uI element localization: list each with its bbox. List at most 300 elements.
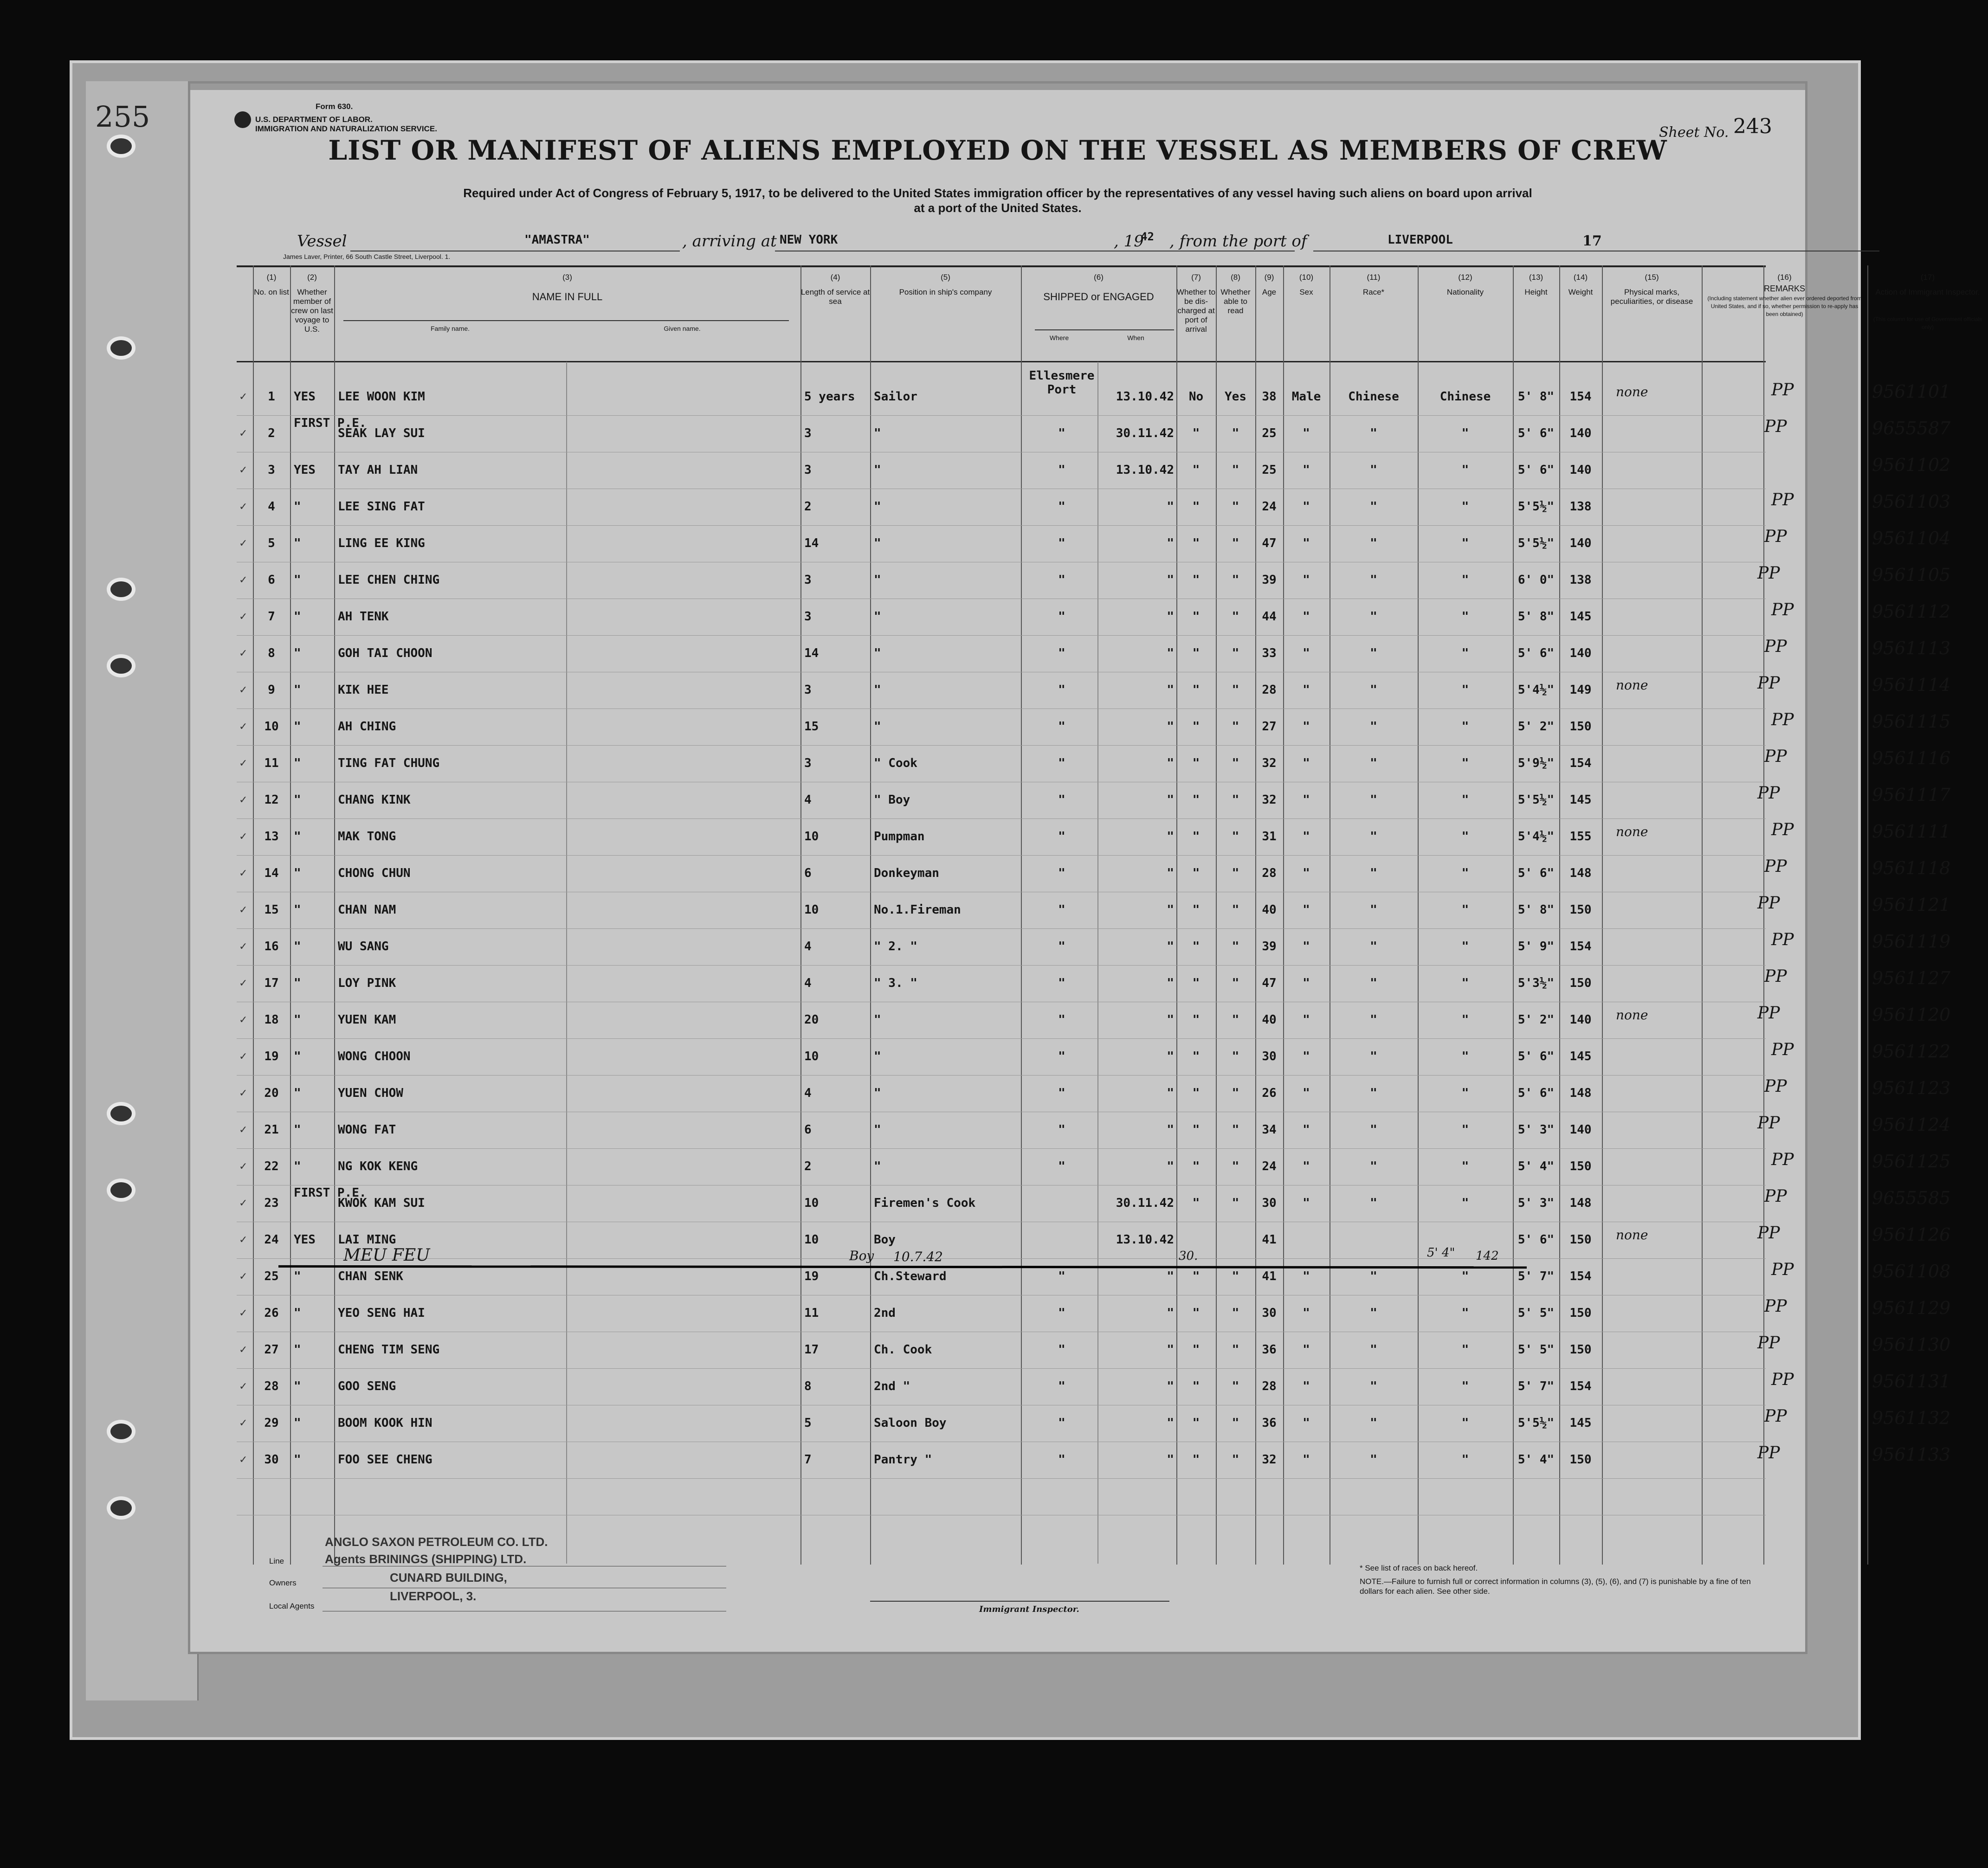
cell-service: 10 bbox=[804, 1050, 819, 1063]
cell-action: 9561126 bbox=[1872, 1224, 1951, 1245]
column-number: (7) bbox=[1191, 273, 1201, 282]
cell-no: 14 bbox=[264, 866, 279, 880]
row-rule bbox=[237, 855, 1766, 856]
cell-age: 41 bbox=[1262, 1269, 1277, 1283]
cell-age: 32 bbox=[1262, 756, 1277, 770]
column-header-label: Whether able to read bbox=[1220, 288, 1251, 315]
cell-weight: 145 bbox=[1569, 793, 1592, 807]
row-rule bbox=[237, 928, 1766, 929]
column-header-label: NAME IN FULL bbox=[532, 291, 603, 303]
cell-where: " bbox=[1058, 573, 1065, 587]
cell-service: 11 bbox=[804, 1306, 819, 1320]
cell-marks: none bbox=[1616, 1227, 1648, 1243]
cell-no: 24 bbox=[264, 1233, 279, 1247]
column-header-label: Race* bbox=[1362, 288, 1385, 296]
cell-nationality: " bbox=[1461, 1379, 1469, 1393]
cell-when: " bbox=[1167, 830, 1174, 844]
cell-marks: none bbox=[1616, 384, 1648, 399]
cell-height: 5'4½" bbox=[1517, 683, 1555, 697]
cell-service: 3 bbox=[804, 683, 812, 697]
from-label: , from the port of bbox=[1169, 232, 1307, 251]
cell-sex: " bbox=[1303, 646, 1310, 660]
cell-weight: 148 bbox=[1569, 1196, 1592, 1210]
cell-action: 9561127 bbox=[1872, 968, 1951, 988]
cell-race: " bbox=[1370, 756, 1377, 770]
cell-name: WU SANG bbox=[338, 940, 389, 953]
cell-no: 4 bbox=[268, 500, 275, 514]
cell-sex: " bbox=[1303, 1306, 1310, 1320]
column-number: (12) bbox=[1458, 273, 1472, 282]
cell-age: 30 bbox=[1262, 1196, 1277, 1210]
cell-read: " bbox=[1232, 1416, 1239, 1430]
cell-when: " bbox=[1167, 500, 1174, 514]
column-header-label: Position in ship's company bbox=[899, 288, 992, 296]
cell-remarks: PP bbox=[1771, 820, 1794, 839]
cell-prev: " bbox=[294, 1379, 301, 1393]
cell-where: " bbox=[1058, 940, 1065, 953]
column-rule bbox=[1021, 265, 1022, 1565]
cell-where: " bbox=[1058, 1416, 1065, 1430]
cell-position: " bbox=[874, 573, 881, 587]
vessel-name: "AMASTRA" bbox=[524, 233, 590, 247]
cell-weight: 150 bbox=[1569, 1343, 1592, 1357]
cell-where: " bbox=[1058, 1269, 1065, 1283]
column-rule bbox=[1283, 265, 1284, 1565]
cell-discharged: " bbox=[1192, 1159, 1200, 1173]
cell-read: " bbox=[1232, 976, 1239, 990]
printer-credit: James Laver, Printer, 66 South Castle Street, Liverpool. 1. bbox=[283, 253, 451, 260]
cell-where: " bbox=[1058, 646, 1065, 660]
cell-action: 9561115 bbox=[1872, 711, 1951, 732]
cell-age: 36 bbox=[1262, 1416, 1277, 1430]
cell-position: " bbox=[874, 683, 881, 697]
cell-service: 7 bbox=[804, 1453, 812, 1467]
binder-strip bbox=[86, 81, 199, 1701]
agents-label: Local Agents bbox=[269, 1602, 315, 1610]
cell-height: 5' 8" bbox=[1517, 903, 1555, 917]
cell-prev: " bbox=[294, 1269, 301, 1283]
cell-action: 9561118 bbox=[1872, 858, 1951, 878]
cell-no: 1 bbox=[268, 390, 275, 404]
cell-service: 6 bbox=[804, 1123, 812, 1137]
cell-no: 8 bbox=[268, 646, 275, 660]
cell-remarks: PP bbox=[1771, 490, 1794, 509]
cell-sex: Male bbox=[1291, 390, 1321, 404]
cell-action: 9561120 bbox=[1872, 1005, 1951, 1025]
column-rule bbox=[1216, 265, 1217, 1565]
cell-read: " bbox=[1232, 573, 1239, 587]
cell-weight: 154 bbox=[1569, 940, 1592, 953]
cell-position: Ch.Steward bbox=[874, 1269, 947, 1283]
cell-where: " bbox=[1058, 756, 1065, 770]
cell-when: " bbox=[1167, 646, 1174, 660]
cell-race: " bbox=[1370, 1306, 1377, 1320]
cell-position: " bbox=[874, 610, 881, 624]
column-rule bbox=[1867, 265, 1868, 1565]
cell-nationality: " bbox=[1461, 1453, 1469, 1467]
cell-weight: 150 bbox=[1569, 1453, 1592, 1467]
cell-prev: " bbox=[294, 793, 301, 807]
cell-when: " bbox=[1167, 1343, 1174, 1357]
cell-name: NG KOK KENG bbox=[338, 1159, 418, 1173]
cell-sex: " bbox=[1303, 1269, 1310, 1283]
footnote-races: * See list of races on back hereof. bbox=[1360, 1564, 1478, 1572]
check-mark: ✓ bbox=[239, 1197, 248, 1209]
cell-weight: 140 bbox=[1569, 426, 1592, 440]
cell-nationality: " bbox=[1461, 1196, 1469, 1210]
cell-sex: " bbox=[1303, 500, 1310, 514]
cell-nationality: " bbox=[1461, 830, 1469, 844]
seal-icon bbox=[234, 111, 251, 128]
column-header-label: Physical marks, peculiarities, or disease bbox=[1610, 288, 1693, 306]
cell-race: " bbox=[1370, 940, 1377, 953]
cell-when: " bbox=[1167, 1269, 1174, 1283]
cell-nationality: " bbox=[1461, 536, 1469, 550]
cell-age: 24 bbox=[1262, 1159, 1277, 1173]
arriving-port: NEW YORK bbox=[780, 233, 838, 247]
cell-marks: none bbox=[1616, 1007, 1648, 1023]
cell-age: 28 bbox=[1262, 683, 1277, 697]
cell-no: 18 bbox=[264, 1013, 279, 1027]
cell-nationality: " bbox=[1461, 1416, 1469, 1430]
cell-sex: " bbox=[1303, 426, 1310, 440]
cell-read: " bbox=[1232, 426, 1239, 440]
cell-service: 3 bbox=[804, 426, 812, 440]
cell-name: MAK TONG bbox=[338, 830, 396, 844]
cell-action: 9561129 bbox=[1872, 1298, 1951, 1318]
cell-where: " bbox=[1058, 1050, 1065, 1063]
cell-position: " bbox=[874, 536, 881, 550]
row-rule bbox=[237, 818, 1766, 819]
cell-name: WONG FAT bbox=[338, 1123, 396, 1137]
cell-name: WONG CHOON bbox=[338, 1050, 411, 1063]
cell-weight: 149 bbox=[1569, 683, 1592, 697]
cell-action: 9561122 bbox=[1872, 1041, 1951, 1062]
cell-height: 5' 6" bbox=[1517, 646, 1555, 660]
column-header-label: Whether to be dis- charged at port of arrival bbox=[1176, 288, 1216, 334]
cell-service: 3 bbox=[804, 610, 812, 624]
cell-nationality: " bbox=[1461, 500, 1469, 514]
cell-name: LAI MING bbox=[338, 1233, 396, 1247]
cell-action: 9561125 bbox=[1872, 1151, 1951, 1172]
amended-height: 5' 4" bbox=[1427, 1246, 1455, 1260]
cell-remarks: PP bbox=[1764, 637, 1787, 656]
column-header-label: Sex bbox=[1299, 288, 1313, 296]
subtitle-line-1: Required under Act of Congress of February 5, 1917, to be delivered to the United States immigration officer by the representatives of any vessel having such aliens on board upon arrival bbox=[463, 186, 1532, 200]
cell-race: " bbox=[1370, 1123, 1377, 1137]
footnote-penalty: NOTE.—Failure to furnish full or correct information in columns (3), (5), (6), and (7) is punishable by a fine of ten dollars for each alien. See other side. bbox=[1360, 1577, 1751, 1596]
cell-height: 5' 8" bbox=[1517, 390, 1555, 404]
cell-when: " bbox=[1167, 573, 1174, 587]
cell-service: 3 bbox=[804, 756, 812, 770]
cell-when: " bbox=[1167, 536, 1174, 550]
check-mark: ✓ bbox=[239, 1160, 248, 1172]
cell-service: 15 bbox=[804, 720, 819, 734]
cell-position: Saloon Boy bbox=[874, 1416, 947, 1430]
stamp-line-1: ANGLO SAXON PETROLEUM CO. LTD. bbox=[325, 1535, 548, 1549]
cell-race: " bbox=[1370, 793, 1377, 807]
cell-no: 9 bbox=[268, 683, 275, 697]
cell-height: 5' 5" bbox=[1517, 1343, 1555, 1357]
cell-read: " bbox=[1232, 1306, 1239, 1320]
cell-race: " bbox=[1370, 536, 1377, 550]
cell-service: 4 bbox=[804, 976, 812, 990]
cell-read: " bbox=[1232, 1379, 1239, 1393]
cell-read: " bbox=[1232, 1343, 1239, 1357]
cell-name: CHENG TIM SENG bbox=[338, 1343, 440, 1357]
cell-service: 3 bbox=[804, 573, 812, 587]
column-number: (8) bbox=[1231, 273, 1240, 282]
cell-discharged: " bbox=[1192, 1050, 1200, 1063]
cell-remarks: PP bbox=[1764, 417, 1787, 436]
year-prefix: , 19 bbox=[1114, 232, 1144, 251]
inspector-label: Immigrant Inspector. bbox=[979, 1604, 1079, 1614]
cell-when: " bbox=[1167, 1050, 1174, 1063]
cell-age: 26 bbox=[1262, 1086, 1277, 1100]
cell-sex: " bbox=[1303, 536, 1310, 550]
row-rule bbox=[237, 415, 1766, 416]
subtitle-line-2: at a port of the United States. bbox=[914, 201, 1082, 215]
cell-action: 9561103 bbox=[1872, 491, 1951, 512]
cell-age: 32 bbox=[1262, 793, 1277, 807]
cell-action: 9561117 bbox=[1872, 785, 1951, 805]
column-number: (16) bbox=[1777, 273, 1792, 282]
cell-read: " bbox=[1232, 866, 1239, 880]
cell-height: 5'5½" bbox=[1517, 500, 1555, 514]
cell-prev: " bbox=[294, 976, 301, 990]
cell-sex: " bbox=[1303, 830, 1310, 844]
column-number: (9) bbox=[1264, 273, 1274, 282]
cell-height: 5' 6" bbox=[1517, 866, 1555, 880]
cell-nationality: Chinese bbox=[1439, 390, 1491, 404]
cell-when: " bbox=[1167, 1086, 1174, 1100]
cell-position: Boy bbox=[874, 1233, 896, 1247]
cell-no: 30 bbox=[264, 1453, 279, 1467]
row-rule bbox=[237, 745, 1766, 746]
cell-action: 9561102 bbox=[1872, 455, 1951, 475]
cell-no: 13 bbox=[264, 830, 279, 844]
cell-no: 25 bbox=[264, 1269, 279, 1283]
cell-action: 9561131 bbox=[1872, 1371, 1951, 1391]
cell-discharged: " bbox=[1192, 756, 1200, 770]
cell-weight: 140 bbox=[1569, 1123, 1592, 1137]
cell-age: 38 bbox=[1262, 390, 1277, 404]
cell-position: Pantry " bbox=[874, 1453, 932, 1467]
cell-action: 9561111 bbox=[1872, 821, 1951, 842]
check-mark: ✓ bbox=[239, 721, 248, 732]
header-rule-bottom bbox=[237, 361, 1766, 362]
cell-sex: " bbox=[1303, 793, 1310, 807]
cell-age: 28 bbox=[1262, 866, 1277, 880]
cell-nationality: " bbox=[1461, 463, 1469, 477]
cell-remarks: PP bbox=[1757, 1114, 1780, 1133]
check-mark: ✓ bbox=[239, 831, 248, 842]
cell-weight: 155 bbox=[1569, 830, 1592, 844]
cell-no: 2 bbox=[268, 426, 275, 440]
cell-service: 2 bbox=[804, 1159, 812, 1173]
column-rule bbox=[1763, 265, 1764, 1565]
cell-discharged: " bbox=[1192, 463, 1200, 477]
column-rule bbox=[1559, 265, 1560, 1565]
cell-prev: " bbox=[294, 683, 301, 697]
cell-race: " bbox=[1370, 830, 1377, 844]
column-number: (1) bbox=[266, 273, 277, 282]
cell-discharged: " bbox=[1192, 500, 1200, 514]
cell-remarks: PP bbox=[1771, 1370, 1794, 1389]
cell-sex: " bbox=[1303, 1086, 1310, 1100]
cell-when: " bbox=[1167, 1306, 1174, 1320]
cell-weight: 140 bbox=[1569, 536, 1592, 550]
cell-sex: " bbox=[1303, 1123, 1310, 1137]
punch-hole bbox=[107, 336, 136, 360]
cell-position: " bbox=[874, 1159, 881, 1173]
cell-nationality: " bbox=[1461, 1269, 1469, 1283]
cell-where: " bbox=[1058, 1453, 1065, 1467]
cell-sex: " bbox=[1303, 1196, 1310, 1210]
cell-when: " bbox=[1167, 1123, 1174, 1137]
column-header-label: No. on list bbox=[254, 288, 289, 296]
cell-no: 15 bbox=[264, 903, 279, 917]
cell-where: Ellesmere Port bbox=[1029, 369, 1095, 397]
cell-prev: " bbox=[294, 500, 301, 514]
column-number: (6) bbox=[1094, 273, 1104, 282]
column-rule bbox=[1418, 265, 1419, 1565]
cell-when: 30.11.42 bbox=[1116, 1196, 1174, 1210]
cell-remarks: PP bbox=[1771, 710, 1794, 729]
cell-nationality: " bbox=[1461, 1013, 1469, 1027]
cell-no: 12 bbox=[264, 793, 279, 807]
cell-where: " bbox=[1058, 720, 1065, 734]
cell-name: GOH TAI CHOON bbox=[338, 646, 432, 660]
column-rule bbox=[800, 265, 801, 1565]
cell-discharged: " bbox=[1192, 903, 1200, 917]
check-mark: ✓ bbox=[239, 1050, 248, 1062]
cell-service: 4 bbox=[804, 1086, 812, 1100]
cell-remarks: PP bbox=[1771, 1260, 1794, 1279]
column-subheader: Family name. bbox=[430, 325, 470, 332]
cell-prev: YES bbox=[294, 463, 316, 477]
cell-weight: 150 bbox=[1569, 1159, 1592, 1173]
punch-hole bbox=[107, 654, 136, 677]
amended-date: 10.7.42 bbox=[893, 1249, 943, 1264]
cell-height: 5' 9" bbox=[1517, 940, 1555, 953]
column-rule bbox=[253, 265, 254, 1565]
cell-nationality: " bbox=[1461, 866, 1469, 880]
cell-race: " bbox=[1370, 646, 1377, 660]
cell-service: 20 bbox=[804, 1013, 819, 1027]
cell-discharged: " bbox=[1192, 536, 1200, 550]
cell-sex: " bbox=[1303, 1379, 1310, 1393]
check-mark: ✓ bbox=[239, 611, 248, 622]
cell-when: " bbox=[1167, 683, 1174, 697]
column-header-label: Action of Immigrant Inspector. bbox=[1875, 288, 1980, 296]
cell-remarks: PP bbox=[1771, 930, 1794, 949]
cell-no: 21 bbox=[264, 1123, 279, 1137]
cell-name: YUEN KAM bbox=[338, 1013, 396, 1027]
check-mark: ✓ bbox=[239, 1270, 248, 1282]
cell-name: LEE SING FAT bbox=[338, 500, 425, 514]
cell-where: " bbox=[1058, 1123, 1065, 1137]
row-rule bbox=[237, 1038, 1766, 1039]
cell-name: CHONG CHUN bbox=[338, 866, 411, 880]
column-number: (11) bbox=[1367, 273, 1381, 282]
row-rule bbox=[237, 525, 1766, 526]
cell-where: " bbox=[1058, 793, 1065, 807]
cell-weight: 150 bbox=[1569, 720, 1592, 734]
cell-height: 5' 4" bbox=[1517, 1453, 1555, 1467]
amended-weight: 142 bbox=[1476, 1249, 1499, 1263]
cell-discharged: No bbox=[1188, 390, 1204, 404]
column-number: (5) bbox=[941, 273, 950, 282]
cell-where: " bbox=[1058, 976, 1065, 990]
cell-weight: 145 bbox=[1569, 1416, 1592, 1430]
cell-position: " bbox=[874, 720, 881, 734]
punch-hole bbox=[107, 1496, 136, 1520]
cell-discharged: " bbox=[1192, 866, 1200, 880]
cell-weight: 150 bbox=[1569, 1306, 1592, 1320]
cell-when: " bbox=[1167, 1013, 1174, 1027]
cell-prev: " bbox=[294, 866, 301, 880]
cell-race: " bbox=[1370, 426, 1377, 440]
cell-name: AH CHING bbox=[338, 720, 396, 734]
cell-weight: 138 bbox=[1569, 500, 1592, 514]
cell-discharged: " bbox=[1192, 940, 1200, 953]
cell-weight: 154 bbox=[1569, 1379, 1592, 1393]
cell-prev: " bbox=[294, 610, 301, 624]
check-mark: ✓ bbox=[239, 391, 248, 402]
column-header-label: Age bbox=[1262, 288, 1277, 296]
check-mark: ✓ bbox=[239, 501, 248, 512]
cell-where: " bbox=[1058, 1343, 1065, 1357]
cell-read: " bbox=[1232, 646, 1239, 660]
cell-when: " bbox=[1167, 1159, 1174, 1173]
cell-action: 9561133 bbox=[1872, 1444, 1951, 1465]
cell-weight: 138 bbox=[1569, 573, 1592, 587]
cell-action: 9655587 bbox=[1872, 418, 1951, 438]
cell-position: " bbox=[874, 1123, 881, 1137]
cell-no: 11 bbox=[264, 756, 279, 770]
owners-label: Owners bbox=[269, 1578, 297, 1587]
check-mark: ✓ bbox=[239, 1344, 248, 1355]
column-header-label: Height bbox=[1524, 288, 1548, 296]
column-header-label: REMARKS bbox=[1763, 284, 1805, 293]
form-number: Form 630. bbox=[316, 102, 353, 111]
cell-action: 9561112 bbox=[1872, 601, 1951, 622]
cell-name: KWOK KAM SUI bbox=[338, 1196, 425, 1210]
cell-service: 3 bbox=[804, 463, 812, 477]
cell-when: 30.11.42 bbox=[1116, 426, 1174, 440]
cell-read: " bbox=[1232, 1050, 1239, 1063]
cell-discharged: " bbox=[1192, 1306, 1200, 1320]
cell-height: 5' 2" bbox=[1517, 720, 1555, 734]
cell-service: 10 bbox=[804, 830, 819, 844]
cell-discharged: " bbox=[1192, 976, 1200, 990]
cell-prev: " bbox=[294, 1159, 301, 1173]
column-rule bbox=[334, 265, 335, 1565]
cell-service: 10 bbox=[804, 903, 819, 917]
column-header-label: Length of service at sea bbox=[800, 288, 870, 306]
cell-race: " bbox=[1370, 1416, 1377, 1430]
cell-service: 8 bbox=[804, 1379, 812, 1393]
row-rule bbox=[237, 1148, 1766, 1149]
strike-through-row-24 bbox=[278, 1265, 1527, 1269]
cell-sex: " bbox=[1303, 610, 1310, 624]
cell-read: " bbox=[1232, 903, 1239, 917]
cell-position: " bbox=[874, 1050, 881, 1063]
cell-sex: " bbox=[1303, 1013, 1310, 1027]
row-rule bbox=[237, 1478, 1766, 1479]
cell-position: Donkeyman bbox=[874, 866, 939, 880]
